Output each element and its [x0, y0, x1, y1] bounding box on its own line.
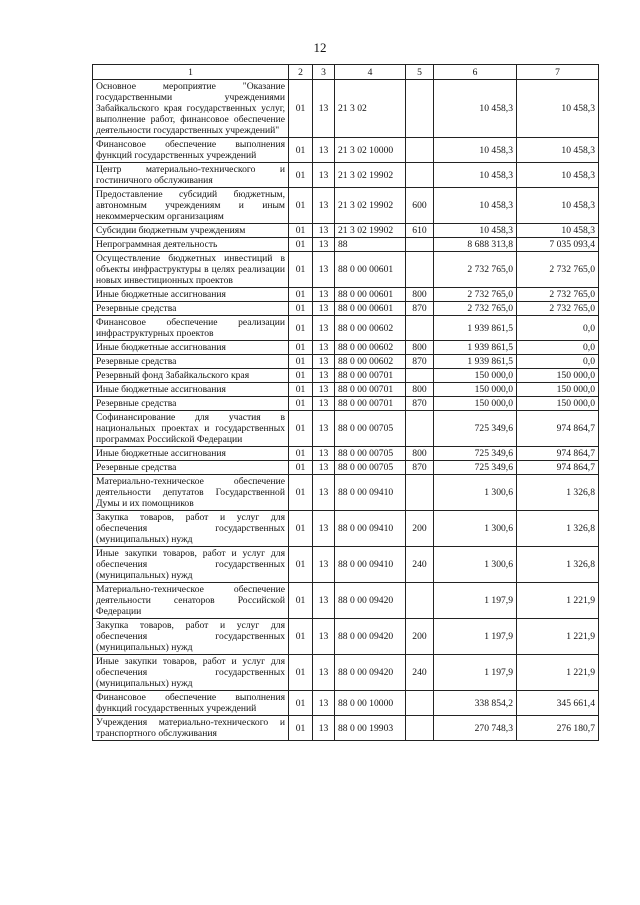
table-row [93, 355, 599, 369]
row-section-cell: 01 [289, 583, 313, 619]
row-name-cell: Иные закупки товаров, работ и услуг для обеспечения государственных (муниципальных) нужд [93, 655, 289, 691]
row-target-article-cell: 88 0 00 00601 [335, 288, 406, 302]
table-row [93, 691, 599, 716]
row-name-cell: Осуществление бюджетных инвестиций в объекты инфраструктуры в целях реализации новых инвестиционных проектов [93, 252, 289, 288]
row-amount-year1-cell: 1 300,6 [434, 475, 517, 511]
row-amount-year1-cell: 1 939 861,5 [434, 341, 517, 355]
row-section-cell: 01 [289, 619, 313, 655]
row-target-article-cell: 88 0 00 09410 [335, 511, 406, 547]
row-expense-type-cell [406, 252, 434, 288]
row-amount-year2-cell: 1 221,9 [517, 655, 599, 691]
row-section-cell: 01 [289, 691, 313, 716]
row-target-article-cell: 88 0 00 00601 [335, 302, 406, 316]
row-amount-year1-cell: 1 197,9 [434, 583, 517, 619]
row-name-cell: Иные бюджетные ассигнования [93, 383, 289, 397]
table-row [93, 188, 599, 224]
row-target-article-cell: 88 0 00 00705 [335, 447, 406, 461]
row-amount-year1-cell: 150 000,0 [434, 369, 517, 383]
row-expense-type-cell: 610 [406, 224, 434, 238]
row-name-cell: Иные бюджетные ассигнования [93, 288, 289, 302]
row-amount-year2-cell: 345 661,4 [517, 691, 599, 716]
row-name-cell: Финансовое обеспечение выполнения функций государственных учреждений [93, 691, 289, 716]
row-expense-type-cell [406, 691, 434, 716]
table-body [93, 80, 599, 741]
row-expense-type-cell: 800 [406, 341, 434, 355]
row-target-article-cell: 88 0 00 09410 [335, 547, 406, 583]
row-amount-year2-cell: 10 458,3 [517, 138, 599, 163]
row-section-cell: 01 [289, 224, 313, 238]
row-target-article-cell: 21 3 02 10000 [335, 138, 406, 163]
row-subsection-cell: 13 [313, 511, 335, 547]
row-amount-year1-cell: 725 349,6 [434, 411, 517, 447]
row-amount-year2-cell: 0,0 [517, 341, 599, 355]
row-target-article-cell: 88 [335, 238, 406, 252]
row-expense-type-cell: 240 [406, 547, 434, 583]
row-subsection-cell: 13 [313, 583, 335, 619]
row-expense-type-cell: 600 [406, 188, 434, 224]
row-amount-year2-cell: 974 864,7 [517, 411, 599, 447]
row-target-article-cell: 88 0 00 09410 [335, 475, 406, 511]
row-section-cell: 01 [289, 80, 313, 138]
row-expense-type-cell [406, 138, 434, 163]
row-expense-type-cell: 200 [406, 511, 434, 547]
row-amount-year2-cell: 974 864,7 [517, 461, 599, 475]
row-section-cell: 01 [289, 655, 313, 691]
table-row [93, 383, 599, 397]
row-amount-year1-cell: 10 458,3 [434, 188, 517, 224]
header-col-5: 5 [406, 65, 434, 80]
row-name-cell: Субсидии бюджетным учреждениям [93, 224, 289, 238]
row-name-cell: Непрограммная деятельность [93, 238, 289, 252]
page-number: 12 [313, 40, 327, 55]
table-row [93, 163, 599, 188]
row-subsection-cell: 13 [313, 716, 335, 741]
table-row [93, 238, 599, 252]
row-amount-year1-cell: 1 197,9 [434, 619, 517, 655]
row-subsection-cell: 13 [313, 138, 335, 163]
budget-table [92, 64, 599, 741]
row-expense-type-cell [406, 475, 434, 511]
row-amount-year1-cell: 338 854,2 [434, 691, 517, 716]
row-expense-type-cell: 800 [406, 447, 434, 461]
row-amount-year1-cell: 1 939 861,5 [434, 316, 517, 341]
row-subsection-cell: 13 [313, 238, 335, 252]
row-expense-type-cell [406, 163, 434, 188]
row-section-cell: 01 [289, 163, 313, 188]
table-row [93, 80, 599, 138]
row-section-cell: 01 [289, 302, 313, 316]
row-name-cell: Закупка товаров, работ и услуг для обеспечения государственных (муниципальных) нужд [93, 511, 289, 547]
table-row [93, 341, 599, 355]
row-amount-year1-cell: 1 300,6 [434, 511, 517, 547]
row-expense-type-cell: 870 [406, 461, 434, 475]
row-name-cell: Резервные средства [93, 461, 289, 475]
row-amount-year1-cell: 8 688 313,8 [434, 238, 517, 252]
table-row [93, 224, 599, 238]
row-subsection-cell: 13 [313, 224, 335, 238]
row-target-article-cell: 88 0 00 00602 [335, 316, 406, 341]
row-subsection-cell: 13 [313, 302, 335, 316]
row-name-cell: Резервные средства [93, 397, 289, 411]
row-amount-year1-cell: 10 458,3 [434, 224, 517, 238]
row-expense-type-cell: 800 [406, 288, 434, 302]
row-section-cell: 01 [289, 383, 313, 397]
row-amount-year1-cell: 150 000,0 [434, 397, 517, 411]
row-expense-type-cell [406, 238, 434, 252]
table-row [93, 447, 599, 461]
header-col-2: 2 [289, 65, 313, 80]
row-target-article-cell: 88 0 00 19903 [335, 716, 406, 741]
header-col-4: 4 [335, 65, 406, 80]
row-amount-year2-cell: 2 732 765,0 [517, 302, 599, 316]
row-section-cell: 01 [289, 138, 313, 163]
row-section-cell: 01 [289, 288, 313, 302]
row-amount-year1-cell: 725 349,6 [434, 461, 517, 475]
row-expense-type-cell: 870 [406, 302, 434, 316]
row-subsection-cell: 13 [313, 383, 335, 397]
table-row [93, 138, 599, 163]
row-name-cell: Софинансирование для участия в национальных проектах и государственных программах Российской Федерации [93, 411, 289, 447]
row-target-article-cell: 88 0 00 00701 [335, 383, 406, 397]
row-amount-year1-cell: 2 732 765,0 [434, 302, 517, 316]
row-target-article-cell: 88 0 00 09420 [335, 583, 406, 619]
row-subsection-cell: 13 [313, 547, 335, 583]
row-subsection-cell: 13 [313, 397, 335, 411]
table-row [93, 316, 599, 341]
row-section-cell: 01 [289, 547, 313, 583]
row-subsection-cell: 13 [313, 188, 335, 224]
row-expense-type-cell [406, 583, 434, 619]
row-name-cell: Резервный фонд Забайкальского края [93, 369, 289, 383]
row-target-article-cell: 88 0 00 09420 [335, 619, 406, 655]
row-section-cell: 01 [289, 447, 313, 461]
row-target-article-cell: 88 0 00 10000 [335, 691, 406, 716]
row-name-cell: Основное мероприятие "Оказание государственными учреждениями Забайкальского края государственных услуг, выполнение работ, финансовое обеспечение деятельности государственных учреждений" [93, 80, 289, 138]
row-amount-year1-cell: 725 349,6 [434, 447, 517, 461]
row-section-cell: 01 [289, 397, 313, 411]
row-expense-type-cell [406, 316, 434, 341]
row-amount-year2-cell: 1 326,8 [517, 475, 599, 511]
row-target-article-cell: 21 3 02 19902 [335, 188, 406, 224]
row-name-cell: Закупка товаров, работ и услуг для обеспечения государственных (муниципальных) нужд [93, 619, 289, 655]
table-row [93, 461, 599, 475]
row-section-cell: 01 [289, 316, 313, 341]
row-amount-year1-cell: 1 939 861,5 [434, 355, 517, 369]
row-section-cell: 01 [289, 252, 313, 288]
row-section-cell: 01 [289, 341, 313, 355]
row-amount-year2-cell: 150 000,0 [517, 397, 599, 411]
row-target-article-cell: 88 0 00 00701 [335, 369, 406, 383]
header-col-3: 3 [313, 65, 335, 80]
row-expense-type-cell [406, 411, 434, 447]
row-subsection-cell: 13 [313, 369, 335, 383]
row-name-cell: Резервные средства [93, 355, 289, 369]
row-amount-year1-cell: 10 458,3 [434, 163, 517, 188]
row-amount-year2-cell: 2 732 765,0 [517, 252, 599, 288]
row-amount-year2-cell: 150 000,0 [517, 369, 599, 383]
row-amount-year2-cell: 1 221,9 [517, 619, 599, 655]
row-expense-type-cell: 200 [406, 619, 434, 655]
row-expense-type-cell: 800 [406, 383, 434, 397]
row-amount-year2-cell: 10 458,3 [517, 163, 599, 188]
row-expense-type-cell [406, 369, 434, 383]
row-amount-year1-cell: 10 458,3 [434, 80, 517, 138]
row-subsection-cell: 13 [313, 341, 335, 355]
row-name-cell: Финансовое обеспечение выполнения функций государственных учреждений [93, 138, 289, 163]
row-amount-year1-cell: 1 300,6 [434, 547, 517, 583]
table-row [93, 583, 599, 619]
row-subsection-cell: 13 [313, 163, 335, 188]
row-subsection-cell: 13 [313, 475, 335, 511]
row-target-article-cell: 21 3 02 19902 [335, 163, 406, 188]
row-amount-year2-cell: 10 458,3 [517, 224, 599, 238]
row-subsection-cell: 13 [313, 316, 335, 341]
row-expense-type-cell [406, 716, 434, 741]
row-subsection-cell: 13 [313, 252, 335, 288]
header-col-1: 1 [93, 65, 289, 80]
row-section-cell: 01 [289, 461, 313, 475]
table-row [93, 716, 599, 741]
row-amount-year1-cell: 10 458,3 [434, 138, 517, 163]
row-subsection-cell: 13 [313, 355, 335, 369]
row-subsection-cell: 13 [313, 655, 335, 691]
row-target-article-cell: 88 0 00 00602 [335, 341, 406, 355]
row-section-cell: 01 [289, 369, 313, 383]
row-section-cell: 01 [289, 411, 313, 447]
row-target-article-cell: 88 0 00 09420 [335, 655, 406, 691]
row-subsection-cell: 13 [313, 411, 335, 447]
row-amount-year1-cell: 2 732 765,0 [434, 288, 517, 302]
row-amount-year2-cell: 150 000,0 [517, 383, 599, 397]
header-col-6: 6 [434, 65, 517, 80]
row-expense-type-cell: 870 [406, 355, 434, 369]
row-amount-year2-cell: 974 864,7 [517, 447, 599, 461]
row-target-article-cell: 21 3 02 [335, 80, 406, 138]
row-name-cell: Иные бюджетные ассигнования [93, 447, 289, 461]
row-name-cell: Иные бюджетные ассигнования [93, 341, 289, 355]
row-section-cell: 01 [289, 511, 313, 547]
table-header-row [93, 65, 599, 80]
table-row [93, 397, 599, 411]
table-row [93, 288, 599, 302]
row-target-article-cell: 88 0 00 00701 [335, 397, 406, 411]
row-amount-year2-cell: 10 458,3 [517, 188, 599, 224]
table-row [93, 252, 599, 288]
row-section-cell: 01 [289, 238, 313, 252]
table-row [93, 411, 599, 447]
row-name-cell: Резервные средства [93, 302, 289, 316]
row-subsection-cell: 13 [313, 447, 335, 461]
row-target-article-cell: 21 3 02 19902 [335, 224, 406, 238]
table-row [93, 475, 599, 511]
row-expense-type-cell: 870 [406, 397, 434, 411]
table-row [93, 655, 599, 691]
row-name-cell: Предоставление субсидий бюджетным, автономным учреждениям и иным некоммерческим организациям [93, 188, 289, 224]
row-amount-year2-cell: 1 221,9 [517, 583, 599, 619]
table-row [93, 547, 599, 583]
row-amount-year2-cell: 7 035 093,4 [517, 238, 599, 252]
row-section-cell: 01 [289, 188, 313, 224]
header-col-7: 7 [517, 65, 599, 80]
row-amount-year2-cell: 0,0 [517, 316, 599, 341]
row-amount-year2-cell: 276 180,7 [517, 716, 599, 741]
row-subsection-cell: 13 [313, 80, 335, 138]
table-row [93, 511, 599, 547]
row-name-cell: Финансовое обеспечение реализации инфраструктурных проектов [93, 316, 289, 341]
row-amount-year1-cell: 270 748,3 [434, 716, 517, 741]
row-name-cell: Учреждения материально-технического и транспортного обслуживания [93, 716, 289, 741]
row-amount-year2-cell: 0,0 [517, 355, 599, 369]
row-amount-year1-cell: 2 732 765,0 [434, 252, 517, 288]
row-subsection-cell: 13 [313, 288, 335, 302]
row-section-cell: 01 [289, 475, 313, 511]
table-row [93, 302, 599, 316]
row-section-cell: 01 [289, 716, 313, 741]
row-subsection-cell: 13 [313, 461, 335, 475]
row-subsection-cell: 13 [313, 619, 335, 655]
row-section-cell: 01 [289, 355, 313, 369]
row-expense-type-cell [406, 80, 434, 138]
row-name-cell: Материально-техническое обеспечение деятельности депутатов Государственной Думы и их помощников [93, 475, 289, 511]
row-amount-year1-cell: 1 197,9 [434, 655, 517, 691]
row-name-cell: Материально-техническое обеспечение деятельности сенаторов Российской Федерации [93, 583, 289, 619]
row-target-article-cell: 88 0 00 00705 [335, 411, 406, 447]
row-amount-year1-cell: 150 000,0 [434, 383, 517, 397]
row-target-article-cell: 88 0 00 00705 [335, 461, 406, 475]
row-amount-year2-cell: 1 326,8 [517, 547, 599, 583]
row-name-cell: Центр материально-технического и гостиничного обслуживания [93, 163, 289, 188]
row-target-article-cell: 88 0 00 00601 [335, 252, 406, 288]
table-row [93, 619, 599, 655]
row-expense-type-cell: 240 [406, 655, 434, 691]
row-amount-year2-cell: 1 326,8 [517, 511, 599, 547]
table-row [93, 369, 599, 383]
row-subsection-cell: 13 [313, 691, 335, 716]
row-name-cell: Иные закупки товаров, работ и услуг для обеспечения государственных (муниципальных) нужд [93, 547, 289, 583]
row-amount-year2-cell: 10 458,3 [517, 80, 599, 138]
row-amount-year2-cell: 2 732 765,0 [517, 288, 599, 302]
row-target-article-cell: 88 0 00 00602 [335, 355, 406, 369]
